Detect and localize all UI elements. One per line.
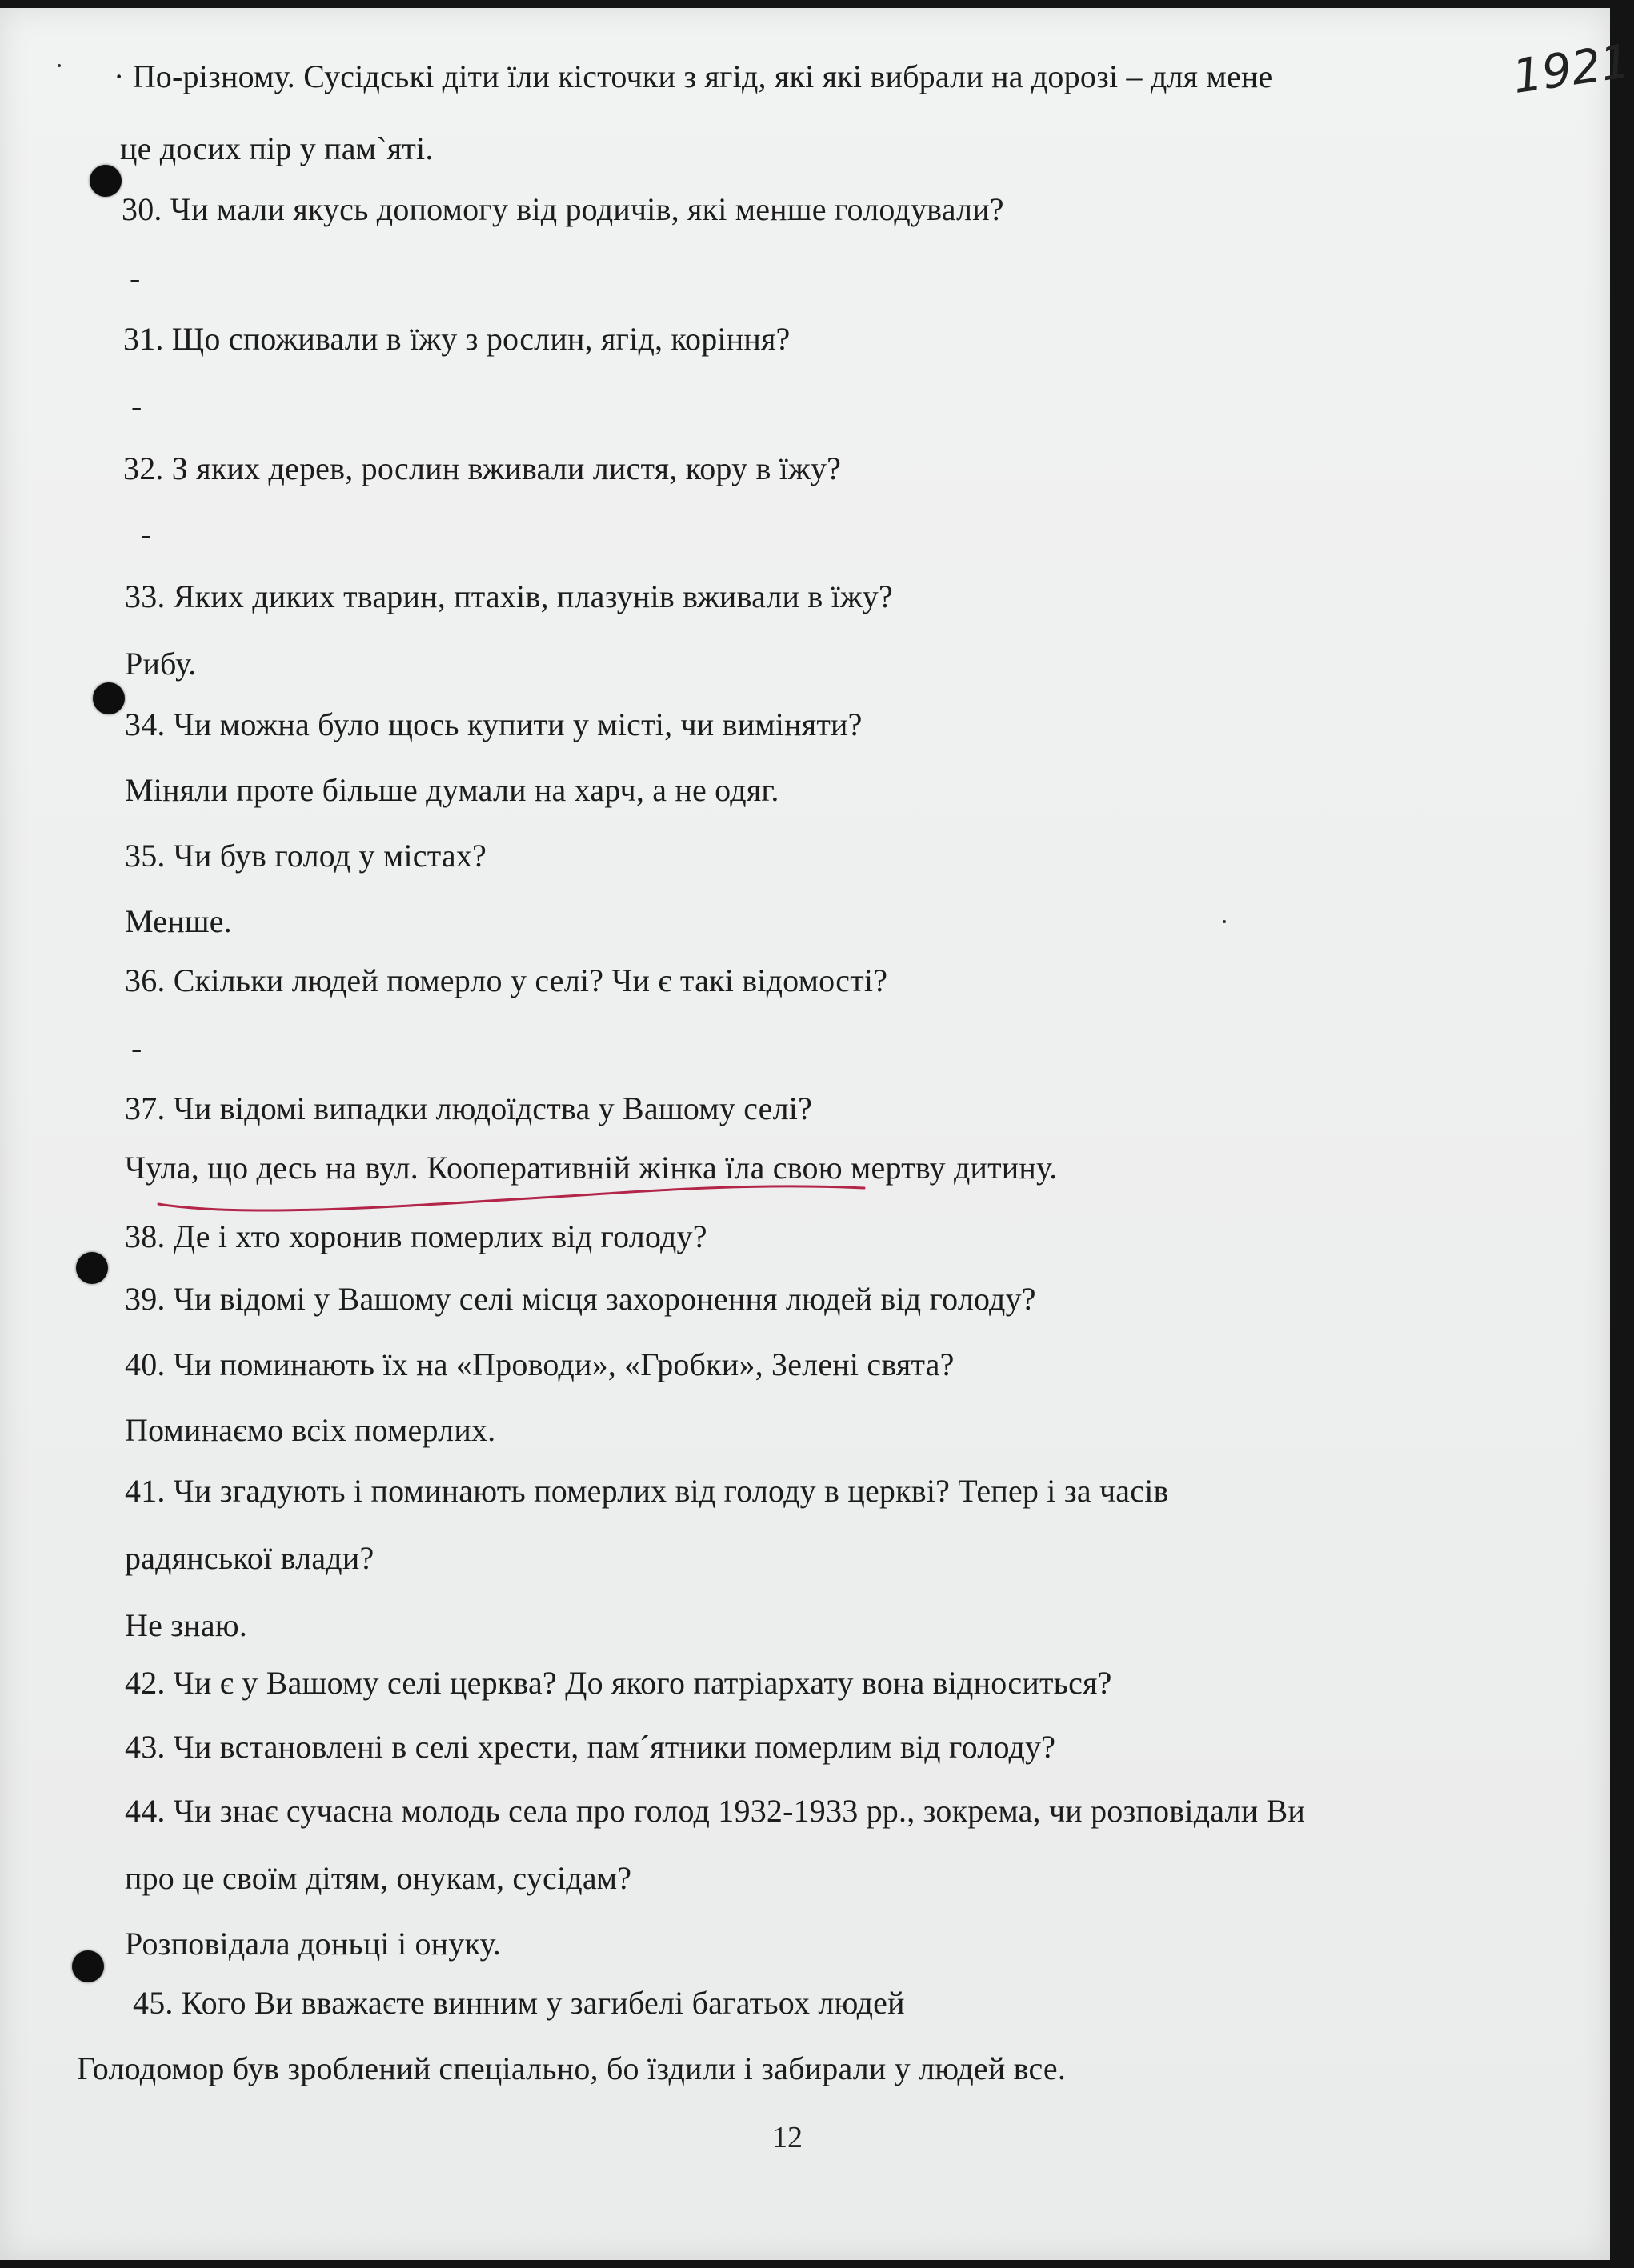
question-line: 44. Чи знає сучасна молодь села про голод 1932-1933 рр., зокрема, чи розповідали Ви xyxy=(125,1793,1305,1829)
red-pen-underline xyxy=(152,1172,872,1220)
archive-number-handwritten: 1921 xyxy=(1508,34,1634,104)
text-line: · По-різному. Сусідські діти їли кісточки з ягід, які які вибрали на дорозі – для мене xyxy=(114,58,1273,94)
text-line: це досих пір у пам`яті. xyxy=(120,130,434,166)
question-line: 37. Чи відомі випадки людоїдства у Вашому селі? xyxy=(125,1090,813,1126)
question-line: 33. Яких диких тварин, птахів, плазунів вживали в їжу? xyxy=(125,578,893,614)
answer-line: Голодомор був зроблений спеціально, бо їздили і забирали у людей все. xyxy=(77,2050,1067,2086)
punch-hole xyxy=(90,165,122,197)
question-line: 38. Де і хто хоронив померлих від голоду? xyxy=(125,1218,707,1254)
paper-speck xyxy=(1223,920,1226,923)
answer-line: - xyxy=(130,260,141,296)
question-line: 32. З яких дерев, рослин вживали листя, кору в їжу? xyxy=(123,450,842,486)
question-line: 42. Чи є у Вашому селі церква? До якого патріархату вона відноситься? xyxy=(125,1665,1112,1701)
page-number: 12 xyxy=(772,2121,803,2154)
question-line: про це своїм дітям, онукам, сусідам? xyxy=(125,1860,632,1896)
answer-line: Рибу. xyxy=(125,646,197,682)
question-line: 35. Чи був голод у містах? xyxy=(125,838,487,874)
answer-line: Менше. xyxy=(125,903,232,939)
question-line: 31. Що споживали в їжу з рослин, ягід, коріння? xyxy=(123,321,791,357)
question-line: 36. Скільки людей померло у селі? Чи є такі відомості? xyxy=(125,962,888,998)
question-line: 34. Чи можна було щось купити у місті, чи виміняти? xyxy=(125,706,863,742)
answer-line: - xyxy=(131,1030,142,1066)
answer-line: - xyxy=(131,388,142,424)
answer-line: Міняли проте більше думали на харч, а не одяг. xyxy=(125,772,779,808)
question-line: 30. Чи мали якусь допомогу від родичів, які менше голодували? xyxy=(122,191,1004,227)
question-line: радянської влади? xyxy=(125,1540,374,1576)
question-line: 40. Чи поминають їх на «Проводи», «Гробки», Зелені свята? xyxy=(125,1346,955,1382)
question-line: 43. Чи встановлені в селі хрести, пам´ятники померлим від голоду? xyxy=(125,1729,1056,1765)
answer-line: Не знаю. xyxy=(125,1607,248,1643)
question-line: 41. Чи згадують і поминають померлих від голоду в церкві? Тепер і за часів xyxy=(125,1473,1169,1509)
answer-line: Поминаємо всіх померлих. xyxy=(125,1412,496,1448)
answer-line: - xyxy=(141,516,152,552)
question-line: 39. Чи відомі у Вашому селі місця захоронення людей від голоду? xyxy=(125,1281,1036,1317)
document-page xyxy=(0,8,1634,2260)
question-line: 45. Кого Ви вважаєте винним у загибелі багатьох людей xyxy=(133,1985,905,2021)
answer-line: Розповідала доньці і онуку. xyxy=(125,1926,501,1962)
punch-hole xyxy=(72,1950,104,1982)
punch-hole xyxy=(93,682,125,714)
punch-hole xyxy=(76,1252,108,1284)
paper-speck xyxy=(58,64,61,67)
answer-line: Чула, що десь на вул. Кооперативній жінка їла свою мертву дитину. xyxy=(125,1150,1058,1186)
